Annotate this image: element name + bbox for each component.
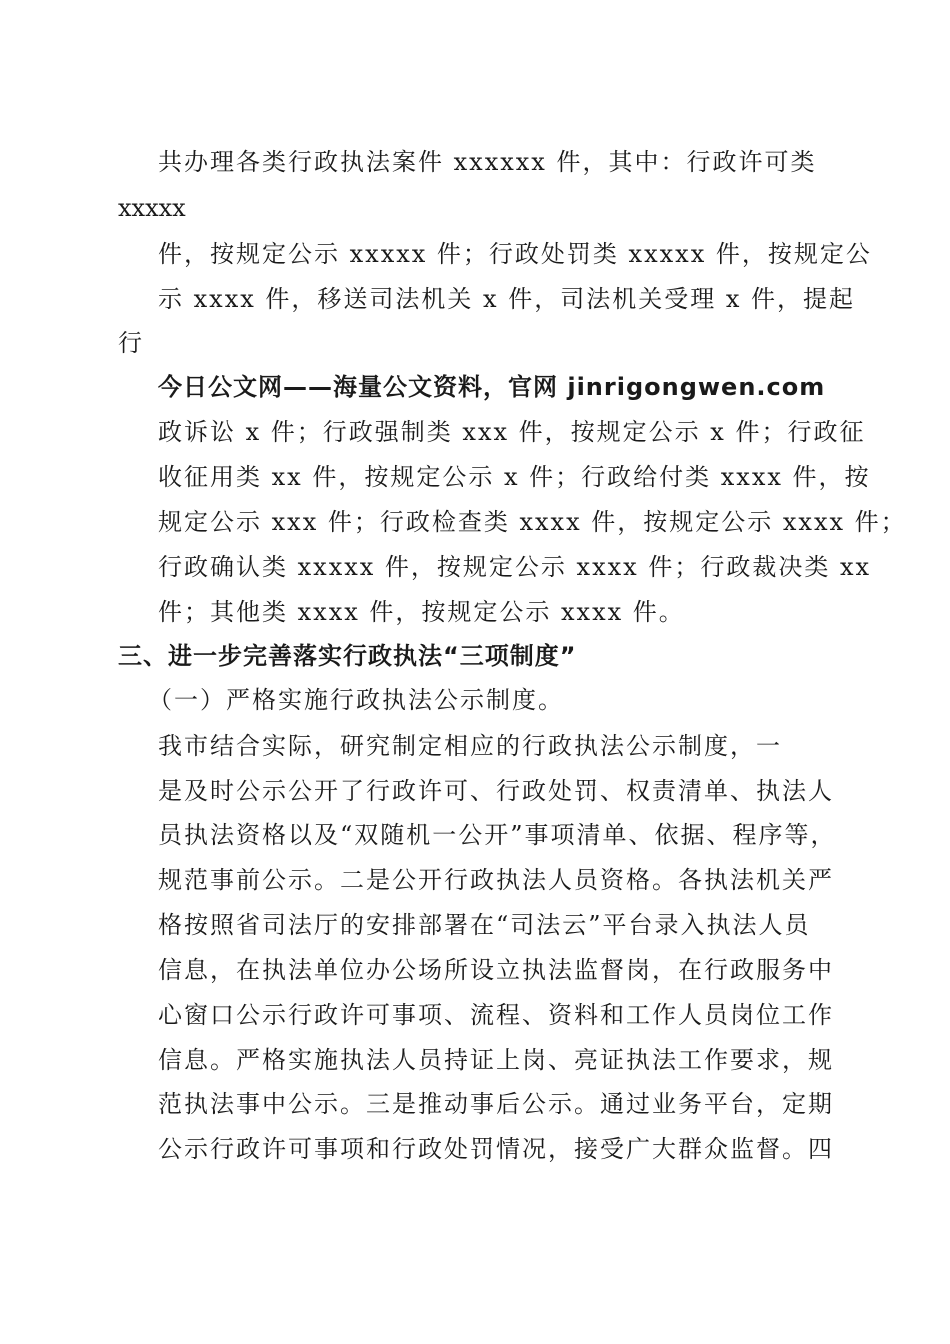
watermark-line: 今日公文网——海量公文资料，官网 jinrigongwen.com (158, 373, 826, 401)
text-line: 收征用类 xx 件，按规定公示 x 件；行政给付类 xxxx 件，按 (158, 463, 871, 491)
body-line: 是及时公示公开了行政许可、行政处罚、权责清单、执法人 (158, 777, 834, 805)
body-line: 公示行政许可事项和行政处罚情况，接受广大群众监督。四 (158, 1135, 834, 1163)
section-heading: 三、进一步完善落实行政执法“三项制度” (118, 642, 577, 670)
body-line: 我市结合实际，研究制定相应的行政执法公示制度，一 (158, 732, 782, 760)
text-line: 示 xxxx 件，移送司法机关 x 件，司法机关受理 x 件，提起 (158, 285, 855, 313)
text-line: 件；其他类 xxxx 件，按规定公示 xxxx 件。 (158, 598, 685, 626)
body-line: 员执法资格以及“双随机一公开”事项清单、依据、程序等， (158, 821, 837, 849)
body-line: 规范事前公示。二是公开行政执法人员资格。各执法机关严 (158, 866, 834, 894)
body-line: 格按照省司法厅的安排部署在“司法云”平台录入执法人员 (158, 911, 811, 939)
text-line: 共办理各类行政执法案件 xxxxxx 件，其中：行政许可类 (158, 148, 817, 176)
text-line: 行 (118, 329, 144, 357)
body-line: 信息。严格实施执法人员持证上岗、亮证执法工作要求，规 (158, 1046, 834, 1074)
body-line: 范执法事中公示。三是推动事后公示。通过业务平台，定期 (158, 1090, 834, 1118)
text-line: 规定公示 xxx 件；行政检查类 xxxx 件，按规定公示 xxxx 件； (158, 508, 907, 536)
text-line: 行政确认类 xxxxx 件，按规定公示 xxxx 件；行政裁决类 xx (158, 553, 872, 581)
text-line: xxxxx (118, 194, 186, 222)
text-line: 件，按规定公示 xxxxx 件；行政处罚类 xxxxx 件，按规定公 (158, 240, 872, 268)
body-line: 信息，在执法单位办公场所设立执法监督岗，在行政服务中 (158, 956, 834, 984)
subsection-heading: （一）严格实施行政执法公示制度。 (148, 686, 564, 714)
text-line: 政诉讼 x 件；行政强制类 xxx 件，按规定公示 x 件；行政征 (158, 418, 866, 446)
body-line: 心窗口公示行政许可事项、流程、资料和工作人员岗位工作 (158, 1001, 834, 1029)
